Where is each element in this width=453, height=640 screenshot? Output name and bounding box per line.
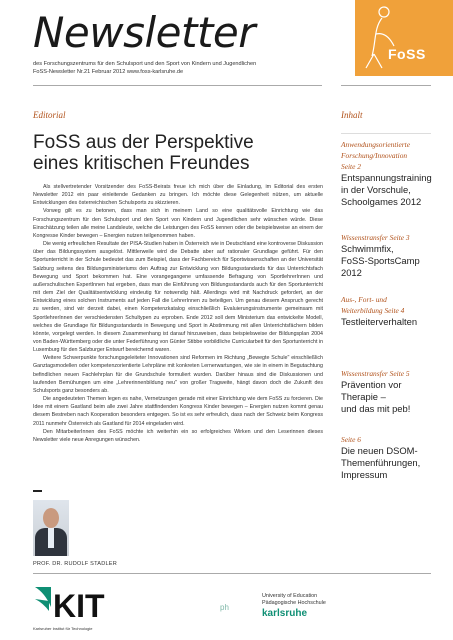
entry-title: Entspannungstraining bbox=[341, 172, 432, 183]
contents-entry[interactable] bbox=[341, 434, 436, 481]
entry-category: Anwendungsorientierte bbox=[341, 140, 410, 149]
entry-title: Impressum bbox=[341, 469, 388, 480]
ph-university-label: University of Education bbox=[262, 593, 318, 599]
divider bbox=[341, 133, 431, 134]
section-label-editorial: Editorial bbox=[33, 110, 66, 120]
kit-caption: Karlsruher Institut für Technologie bbox=[33, 626, 93, 631]
editorial-headline bbox=[33, 132, 323, 174]
headline-line: FoSS aus der Perspektive bbox=[33, 132, 254, 153]
divider bbox=[33, 573, 431, 574]
entry-title: Themenführungen, bbox=[341, 457, 421, 468]
entry-title: FoSS-SportsCamp bbox=[341, 255, 420, 266]
author-caption: PROF. DR. RUDOLF STADLER bbox=[33, 561, 117, 567]
newsletter-issue-line: FoSS-Newsletter Nr.21 Februar 2012 www.foss-karlsruhe.de bbox=[33, 69, 184, 75]
entry-title: 2012 bbox=[341, 267, 362, 278]
contents-entry[interactable] bbox=[341, 232, 436, 279]
contents-entry[interactable] bbox=[341, 139, 436, 208]
entry-title: Schwimmfix, bbox=[341, 243, 394, 254]
entry-category: Forschung/Innovation bbox=[341, 151, 408, 160]
masthead bbox=[0, 0, 453, 90]
entry-title: Die neuen DSOM- bbox=[341, 445, 418, 456]
section-label-inhalt: Inhalt bbox=[341, 110, 363, 120]
ph-logo-icon bbox=[220, 583, 260, 633]
paragraph: Vorweg gilt es zu betonen, dass man sich in meinem Land so eine qualitätsvolle Einrichtung wie das Forschungszentrum für den Schulsport und den Sport von Kindern und Jugendlichen sehr wünschen würde. Diese Einschätzung teilen alle meine Landsleute, welche die Leistungen des FoSS kennen oder die beispielsweise an einem der Kongresse Kinder bewegen – Energien nutzen teilgenommen haben. bbox=[33, 208, 323, 239]
entry-title: und das mit peb! bbox=[341, 403, 411, 414]
divider bbox=[33, 85, 322, 86]
editorial-body bbox=[33, 183, 323, 444]
paragraph: Den MitarbeiterInnen des FoSS möchte ich weiterhin ein so erfolgreiches Wirken und den Leserinnen dieses Newsletter viele neue Anregungen wünschen. bbox=[33, 428, 323, 443]
ph-hochschule-label: Pädagogische Hochschule bbox=[262, 600, 326, 606]
newsletter-title: Newsletter bbox=[33, 8, 256, 57]
author-photo bbox=[33, 500, 69, 556]
entry-title: Therapie – bbox=[341, 391, 386, 402]
contents-entry[interactable] bbox=[341, 294, 436, 328]
kit-logo-text: KIT bbox=[53, 588, 105, 624]
photo-head bbox=[43, 508, 59, 528]
signature-dash bbox=[33, 490, 42, 492]
entry-category: Wissenstransfer Seite 5 bbox=[341, 369, 410, 378]
foss-logo-text: FoSS bbox=[388, 46, 426, 62]
entry-category: Weiterbildung Seite 4 bbox=[341, 306, 405, 315]
paragraph: Die angedeuteten Themen legen es nahe, Vernetzungen gerade mit einer Einrichtung wie dem FoSS zu forcieren. Die Idee mit einem Gastland beim alle zwei Jahre stattfindenden Kongress Kinder bewegen – Energien nutzen kommt genau diesem Bestreben nach Kooperation besonders entgegen. So ist es sehr erfreulich, dass nach der Schweiz beim Kongress 2011 nunmehr Österreich als Gastland für 2014 eingeladen wird. bbox=[33, 396, 323, 427]
entry-title: in der Vorschule, bbox=[341, 184, 411, 195]
headline-line: eines kritischen Freundes bbox=[33, 153, 250, 174]
entry-category: Seite 2 bbox=[341, 162, 361, 171]
divider bbox=[341, 85, 431, 86]
paragraph: Als stellvertretender Vorsitzender des FoSS-Beirats freue ich mich über die Einladung, im Editorial des ersten Newsletter 2012 ein paar einleitende Gedanken zu bringen. Ich möchte diese Gelegenheit nützen, um aktuelle Entwicklungen des österreichischen Schulsports zu skizzieren. bbox=[33, 184, 323, 207]
entry-category: Wissenstransfer Seite 3 bbox=[341, 233, 410, 242]
paragraph: Weitere Schwerpunkte forschungsgeleiteter Innovationen sind Reformen im Richtung „Bewegte Schule" einschließlich Ganztagsmodellen oder kompetenzorientierte Lehrpläne mit konkreten Lernerwartungen, wie sie in einem in Begutachtung befindlichen neuen Fachlehrplan für die Grundschule formuliert wurden. Darüber hinaus sind die Diskussionen und laufenden Bemühungen um eine „Lehrerinnenbildung neu" von großer Tragweite, hängt davon doch die Zukunft des Schulsports ganz besonders ab. bbox=[33, 355, 323, 394]
paragraph: Die wenig erfreulichen Resultate der PISA-Studien haben in Österreich wie in Deutschland eine kontroverse Diskussion über das Bildungssystem ausgelöst. Mittlerweile wird die Debatte aber auf rationaler Grundlage geführt. Für den Sportunterricht in der Schule bedeutet das zum Beispiel, dass der Fachbereich für Sportwissenschaften an der Universität Salzburg seitens des Bildungsministeriums den Auftrag zur Entwicklung von Bildungsstandards für das Unterrichtsfach Bewegung und Sport bekommen hat. Eine vorangegangene umfassende Befragung von SportlehrerInnen und außerschulischen ExpertInnen hat ergeben, dass man die Einführung von Bildungsstandards auch für den Sportunterricht mit dem Ziel der Qualitätsentwicklung eindeutig für notwendig hält. Allerdings wird mit Nachdruck gefordert, an der Entwicklung eines solchen Instruments auf jeden Fall die LehrerInnen zu beteiligen. Um genau diesem Anspruch gerecht zu werden, sind wir derzeit dabei, einen Kompetenzkatalog einschließlich Evaluierungsinstrumente gemeinsam mit SportlehrerInnen der verschiedensten Schultypen zu erproben. Ende 2012 soll dem Ministerium das entwickelte Modell, welches die Grundlage für Bildungsstandards in Bewegung und Sport in Abstimmung mit allen Unterrichtsfächern bilden könnte, vorgelegt werden. In diesem Zusammenhang ist darauf hinzuweisen, dass beispielsweise der Bildungsplan 2004 von Baden-Württemberg oder die unter Federführung von Günter Stibbe vorbildliche Curricularbeit für den Sportunterricht in Luxemburg für den Salzburger Entwurf bereichernd waren. bbox=[33, 241, 324, 354]
ph-city-label: karlsruhe bbox=[262, 608, 308, 619]
entry-title: Testleiterverhalten bbox=[341, 316, 418, 327]
entry-category: Seite 6 bbox=[341, 435, 361, 444]
svg-text:ph: ph bbox=[220, 602, 229, 612]
contents-entry[interactable] bbox=[341, 368, 436, 415]
photo-shirt bbox=[48, 528, 54, 548]
entry-title: Prävention vor bbox=[341, 379, 402, 390]
entry-title: Schoolgames 2012 bbox=[341, 196, 422, 207]
newsletter-subtitle: des Forschungszentrums für den Schulsport und den Sport von Kindern und Jugendlichen bbox=[33, 61, 257, 67]
entry-category: Aus-, Fort- und bbox=[341, 295, 387, 304]
